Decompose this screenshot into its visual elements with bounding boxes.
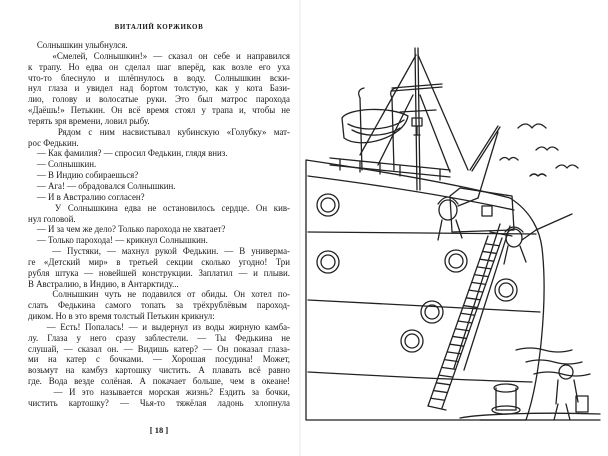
text-line: — Солнышкин. — [28, 159, 97, 170]
text-line: «Даёшь!» Петькин. Он всё время стоял у трапа и, чтобы не — [28, 105, 290, 116]
text-line: нул глаза и увидел над бортом толстую, как у кота Бази- — [28, 83, 290, 94]
text-line: У Солнышкина едва не остановилось сердце. Он кив- — [28, 202, 290, 213]
text-line: — В Индию собираешься? — [28, 170, 139, 181]
running-head: ВИТАЛИЙ КОРЖИКОВ — [114, 23, 204, 31]
ladder-rung — [483, 251, 497, 253]
text-line: диком. Но в это время толстый Петькин крикнул: — [28, 311, 215, 322]
ladder-rung — [477, 267, 491, 269]
ladder-rung — [458, 321, 472, 323]
text-line: слать Федькина самого топать за трёхрублёвым пароход- — [28, 300, 290, 311]
text-line: — И в Австралию согласен? — [28, 191, 145, 202]
ladder-rung — [466, 298, 480, 300]
sailor-petkin — [438, 132, 498, 240]
ladder-rung — [436, 383, 450, 385]
text-line: ми на катер с бочками. — Хорошая посудина! Может, — [28, 354, 290, 365]
mast — [360, 48, 468, 190]
text-line: — Только парохода! — крикнул Солнышкин. — [28, 235, 208, 246]
text-line: где. Вода везде солёная. А покачает больше, чем в океане! — [28, 376, 290, 387]
ladder-rung — [485, 244, 499, 246]
text-line: — Есть! Попалась! — и выдернул из воды жирную камба- — [28, 321, 290, 332]
ladder-rung — [480, 259, 494, 261]
text-line: — И за чем же дело? Только парохода не хватает? — [28, 224, 226, 235]
quay — [460, 413, 600, 420]
ladder-rung — [431, 398, 445, 400]
ladder-rung — [439, 375, 453, 377]
text-line: ге «Детский мир» в третьей секции сколько угодно! Три — [28, 256, 290, 267]
text-line: «Смелей, Солнышкин!» — сказал он себе и направился — [28, 50, 290, 61]
water — [516, 348, 590, 376]
ladder-rung — [463, 306, 477, 308]
ladder-rung — [461, 313, 475, 315]
page-number: [ 18 ] — [149, 425, 169, 435]
text-line: к трапу. Но едва он сделал шаг вперёд, как возле его уха — [28, 61, 290, 72]
sailor-fedkin — [504, 214, 572, 264]
gangway-ladder — [428, 224, 512, 410]
ladder-rung — [472, 282, 486, 284]
ladder-rung — [474, 275, 488, 277]
text-line: рубля штука — новейшей конструкции. Заплатил — и плыви. — [28, 267, 290, 278]
bridge-cabin — [450, 126, 514, 232]
text-line: рос Федькин. — [28, 137, 79, 148]
text-line: Солнышкин улыбнулся. — [28, 40, 128, 50]
text-line: нул головой. — [28, 213, 76, 224]
boy-with-suitcase — [554, 365, 588, 420]
portholes — [317, 194, 517, 352]
text-line: — Как фамилия? — спросил Федькин, глядя вниз. — [28, 148, 228, 159]
ladder-rung — [433, 391, 447, 393]
text-line: что-то блеснуло и шлёпнулось в воду. Солнышкин вски- — [28, 72, 290, 83]
left-page — [0, 0, 300, 456]
deck-railing — [330, 158, 450, 180]
text-line: чистить картошку? — Чья-то тяжёлая ладонь хлопнула — [28, 397, 290, 408]
text-line: лио, голову и волосатые руки. Это был матрос парохода — [28, 94, 290, 105]
text-line: — Ага! — обрадовался Солнышкин. — [28, 180, 176, 191]
right-page — [300, 0, 608, 456]
text-line: Солнышкин чуть не подавился от обиды. Он хотел по- — [28, 289, 290, 300]
seagulls — [500, 124, 578, 176]
text-line: В Австралию, в Индию, в Антарктиду... — [28, 278, 179, 289]
text-line: — Пустяки, — махнул рукой Федькин. — В универма- — [28, 246, 290, 257]
ship-illustration — [300, 0, 608, 456]
text-line: слушай, — сказал он. — Видишь катер? — Он показал глаза- — [28, 343, 290, 354]
text-line: терять зря времени, ловил рыбу. — [28, 115, 150, 126]
body-text — [28, 40, 290, 409]
text-line: — И это называется морская жизнь? Ездить за бочки, — [28, 387, 290, 397]
ladder-rung — [455, 329, 469, 331]
bollard — [492, 384, 520, 414]
lifeboat — [342, 88, 408, 170]
text-line: Рядом с ним насвистывал кубинскую «Голубку» мат- — [28, 126, 290, 137]
text-line: возьмут на камбуз картошку чистить. А плавать всё равно — [28, 365, 290, 376]
text-line: лу. Глаза у него сразу заблестели. — Ты Федькина не — [28, 332, 290, 343]
ship-hull — [306, 160, 544, 420]
ladder-rung — [469, 290, 483, 292]
